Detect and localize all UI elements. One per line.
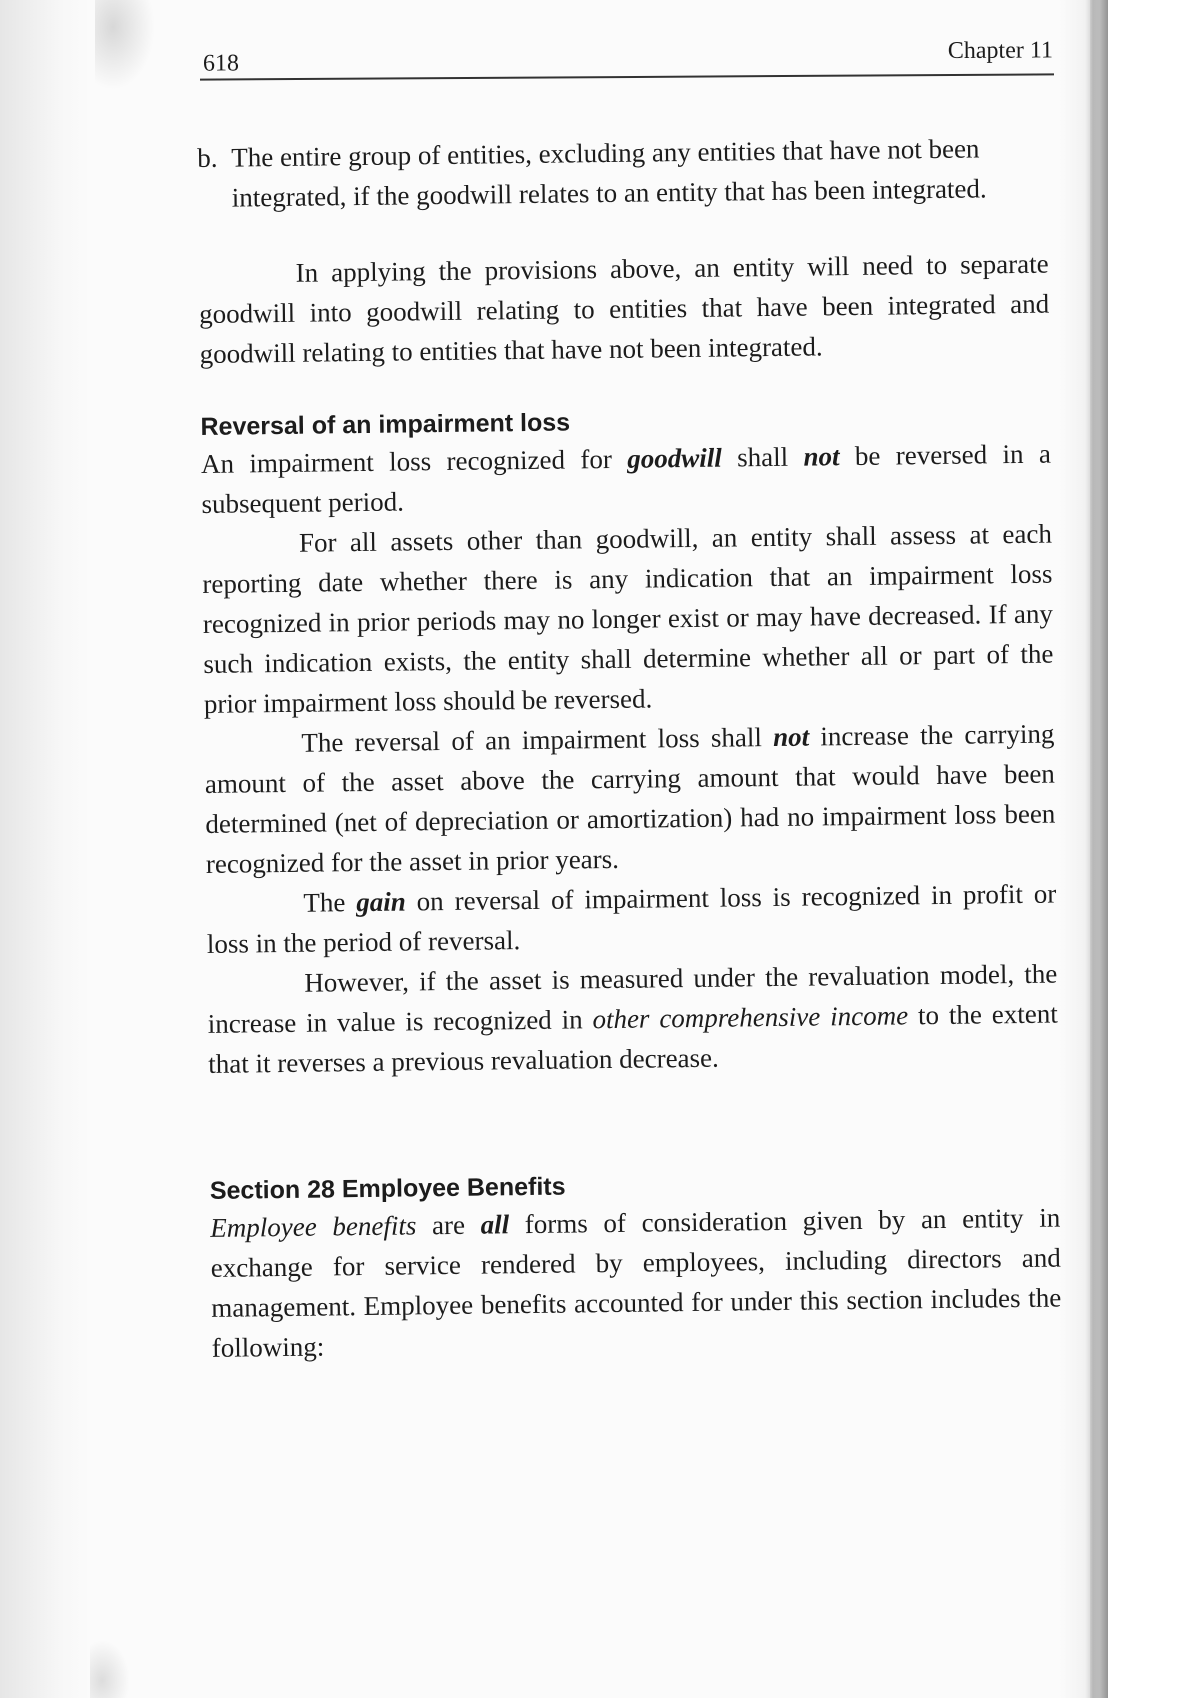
text-run: The xyxy=(303,887,357,918)
page-number: 618 xyxy=(202,50,240,77)
list-item-text: The entire group of entities, excluding any entities that have not been integrated, if the goodwill relates to an entity that has been integrated. xyxy=(231,133,987,213)
paragraph-reversal-limit xyxy=(204,714,1056,884)
text-run: An impairment loss recognized for xyxy=(200,443,628,479)
paragraph-revaluation-model xyxy=(207,954,1058,1084)
paragraph-goodwill-not-reversed xyxy=(201,434,1052,524)
text-run: are xyxy=(416,1209,481,1241)
paragraph-gain-recognition xyxy=(206,874,1057,964)
emphasis-employee-benefits: Employee benefits xyxy=(210,1210,417,1243)
emphasis-all: all xyxy=(480,1209,510,1240)
heading-section-28: Section 28 Employee Benefits xyxy=(209,1172,566,1205)
emphasis-gain: gain xyxy=(356,886,406,918)
list-marker: b. xyxy=(197,142,218,173)
paragraph-employee-benefits xyxy=(210,1198,1062,1368)
paragraph-assess-indication: For all assets other than goodwill, an entity shall assess at each reporting date whether there is any indication that an impairment loss recognized in prior periods may no longer exist or may have decreased. If any such indication exists, the entity shall determine whether all or part of the prior impairment loss should be reversed. xyxy=(202,518,1054,719)
binding-shadow xyxy=(1090,0,1108,1698)
page-body xyxy=(197,128,1062,1368)
text-run: on reversal of impairment loss is recognized in profit or loss in the period of reversal. xyxy=(206,878,1057,959)
text-run: be reversed in a subsequent period. xyxy=(201,438,1052,519)
text-run: forms of consideration given by an entity in exchange for service rendered by employees, including directors and management. Employee benefits accounted for under this section includes the following: xyxy=(210,1202,1062,1363)
text-run: The reversal of an impairment loss shall xyxy=(301,722,774,758)
text-run: to the extent that it reverses a previous revaluation decrease. xyxy=(208,998,1058,1079)
emphasis-not: not xyxy=(803,441,840,472)
text-run: However, if the asset is measured under the revaluation model, the increase in value is recognized in xyxy=(207,958,1058,1039)
heading-reversal: Reversal of an impairment loss xyxy=(200,408,571,441)
text-run: shall xyxy=(721,441,804,473)
emphasis-oci: other comprehensive income xyxy=(592,1000,909,1035)
list-item-b xyxy=(197,128,1048,218)
paragraph-applying-provisions: In applying the provisions above, an entity will need to separate goodwill into goodwill relating to entities that have been integrated and goodwill relating to entities that have not been integrated. xyxy=(198,248,1050,369)
chapter-label: Chapter 11 xyxy=(947,37,1054,65)
corner-smudge xyxy=(95,0,155,90)
bottom-smudge xyxy=(90,1640,130,1698)
emphasis-not: not xyxy=(772,721,810,753)
text-run: increase the carrying amount of the asset above the carrying amount that would have been determined (net of depreciation or amortization) had no impairment loss been recognized for the asset in prior years. xyxy=(204,718,1056,879)
emphasis-goodwill: goodwill xyxy=(627,442,722,474)
